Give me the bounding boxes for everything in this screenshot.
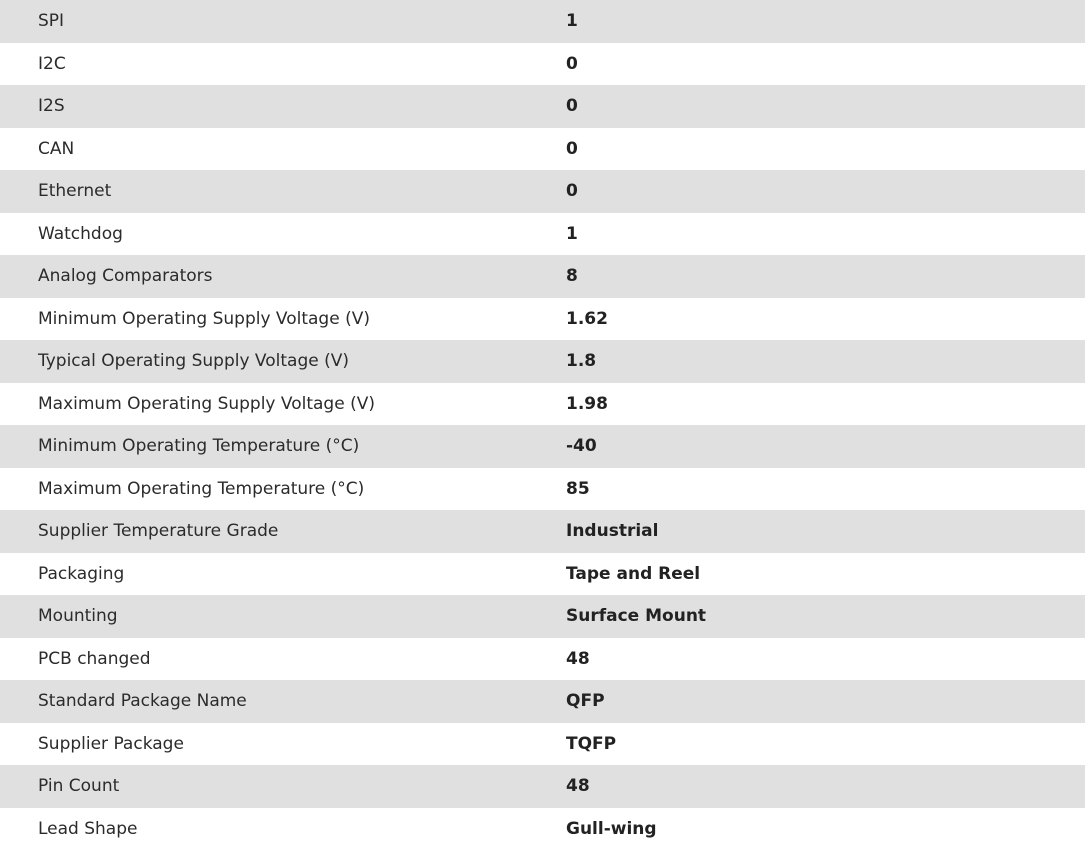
- spec-row: [0, 213, 1085, 256]
- spec-value: 8: [566, 255, 1085, 298]
- spec-row: [0, 595, 1085, 638]
- spec-row: [0, 128, 1085, 171]
- spec-label: Analog Comparators: [0, 255, 566, 298]
- spec-row: [0, 85, 1085, 128]
- spec-row: [0, 340, 1085, 383]
- spec-row: [0, 425, 1085, 468]
- spec-label: CAN: [0, 128, 566, 171]
- spec-label: Pin Count: [0, 765, 566, 808]
- spec-value: 48: [566, 638, 1085, 681]
- spec-label: Watchdog: [0, 213, 566, 256]
- spec-value: -40: [566, 425, 1085, 468]
- spec-row: [0, 383, 1085, 426]
- spec-row: [0, 255, 1085, 298]
- spec-label: Ethernet: [0, 170, 566, 213]
- spec-row: [0, 0, 1085, 43]
- spec-value: 1: [566, 0, 1085, 43]
- spec-row: [0, 468, 1085, 511]
- spec-value: 0: [566, 43, 1085, 86]
- spec-value: 1.62: [566, 298, 1085, 341]
- spec-row: [0, 43, 1085, 86]
- spec-value: Tape and Reel: [566, 553, 1085, 596]
- spec-value: 1.8: [566, 340, 1085, 383]
- spec-row: [0, 298, 1085, 341]
- spec-row: [0, 553, 1085, 596]
- spec-value: 0: [566, 170, 1085, 213]
- spec-label: I2C: [0, 43, 566, 86]
- spec-value: Gull-wing: [566, 808, 1085, 850]
- spec-row: [0, 680, 1085, 723]
- spec-label: Minimum Operating Temperature (°C): [0, 425, 566, 468]
- spec-value: 48: [566, 765, 1085, 808]
- spec-value: Surface Mount: [566, 595, 1085, 638]
- spec-label: Packaging: [0, 553, 566, 596]
- spec-row: [0, 638, 1085, 681]
- spec-label: Maximum Operating Temperature (°C): [0, 468, 566, 511]
- spec-row: [0, 723, 1085, 766]
- spec-value: Industrial: [566, 510, 1085, 553]
- spec-value: 1: [566, 213, 1085, 256]
- spec-value: 0: [566, 85, 1085, 128]
- spec-label: Supplier Temperature Grade: [0, 510, 566, 553]
- spec-row: [0, 170, 1085, 213]
- spec-value: 1.98: [566, 383, 1085, 426]
- spec-label: Minimum Operating Supply Voltage (V): [0, 298, 566, 341]
- spec-value: QFP: [566, 680, 1085, 723]
- spec-row: [0, 808, 1085, 850]
- spec-label: SPI: [0, 0, 566, 43]
- spec-label: Lead Shape: [0, 808, 566, 850]
- spec-label: Maximum Operating Supply Voltage (V): [0, 383, 566, 426]
- spec-label: PCB changed: [0, 638, 566, 681]
- spec-label: I2S: [0, 85, 566, 128]
- spec-label: Typical Operating Supply Voltage (V): [0, 340, 566, 383]
- spec-label: Supplier Package: [0, 723, 566, 766]
- spec-label: Mounting: [0, 595, 566, 638]
- spec-row: [0, 765, 1085, 808]
- spec-value: TQFP: [566, 723, 1085, 766]
- spec-label: Standard Package Name: [0, 680, 566, 723]
- spec-value: 0: [566, 128, 1085, 171]
- spec-value: 85: [566, 468, 1085, 511]
- spec-row: [0, 510, 1085, 553]
